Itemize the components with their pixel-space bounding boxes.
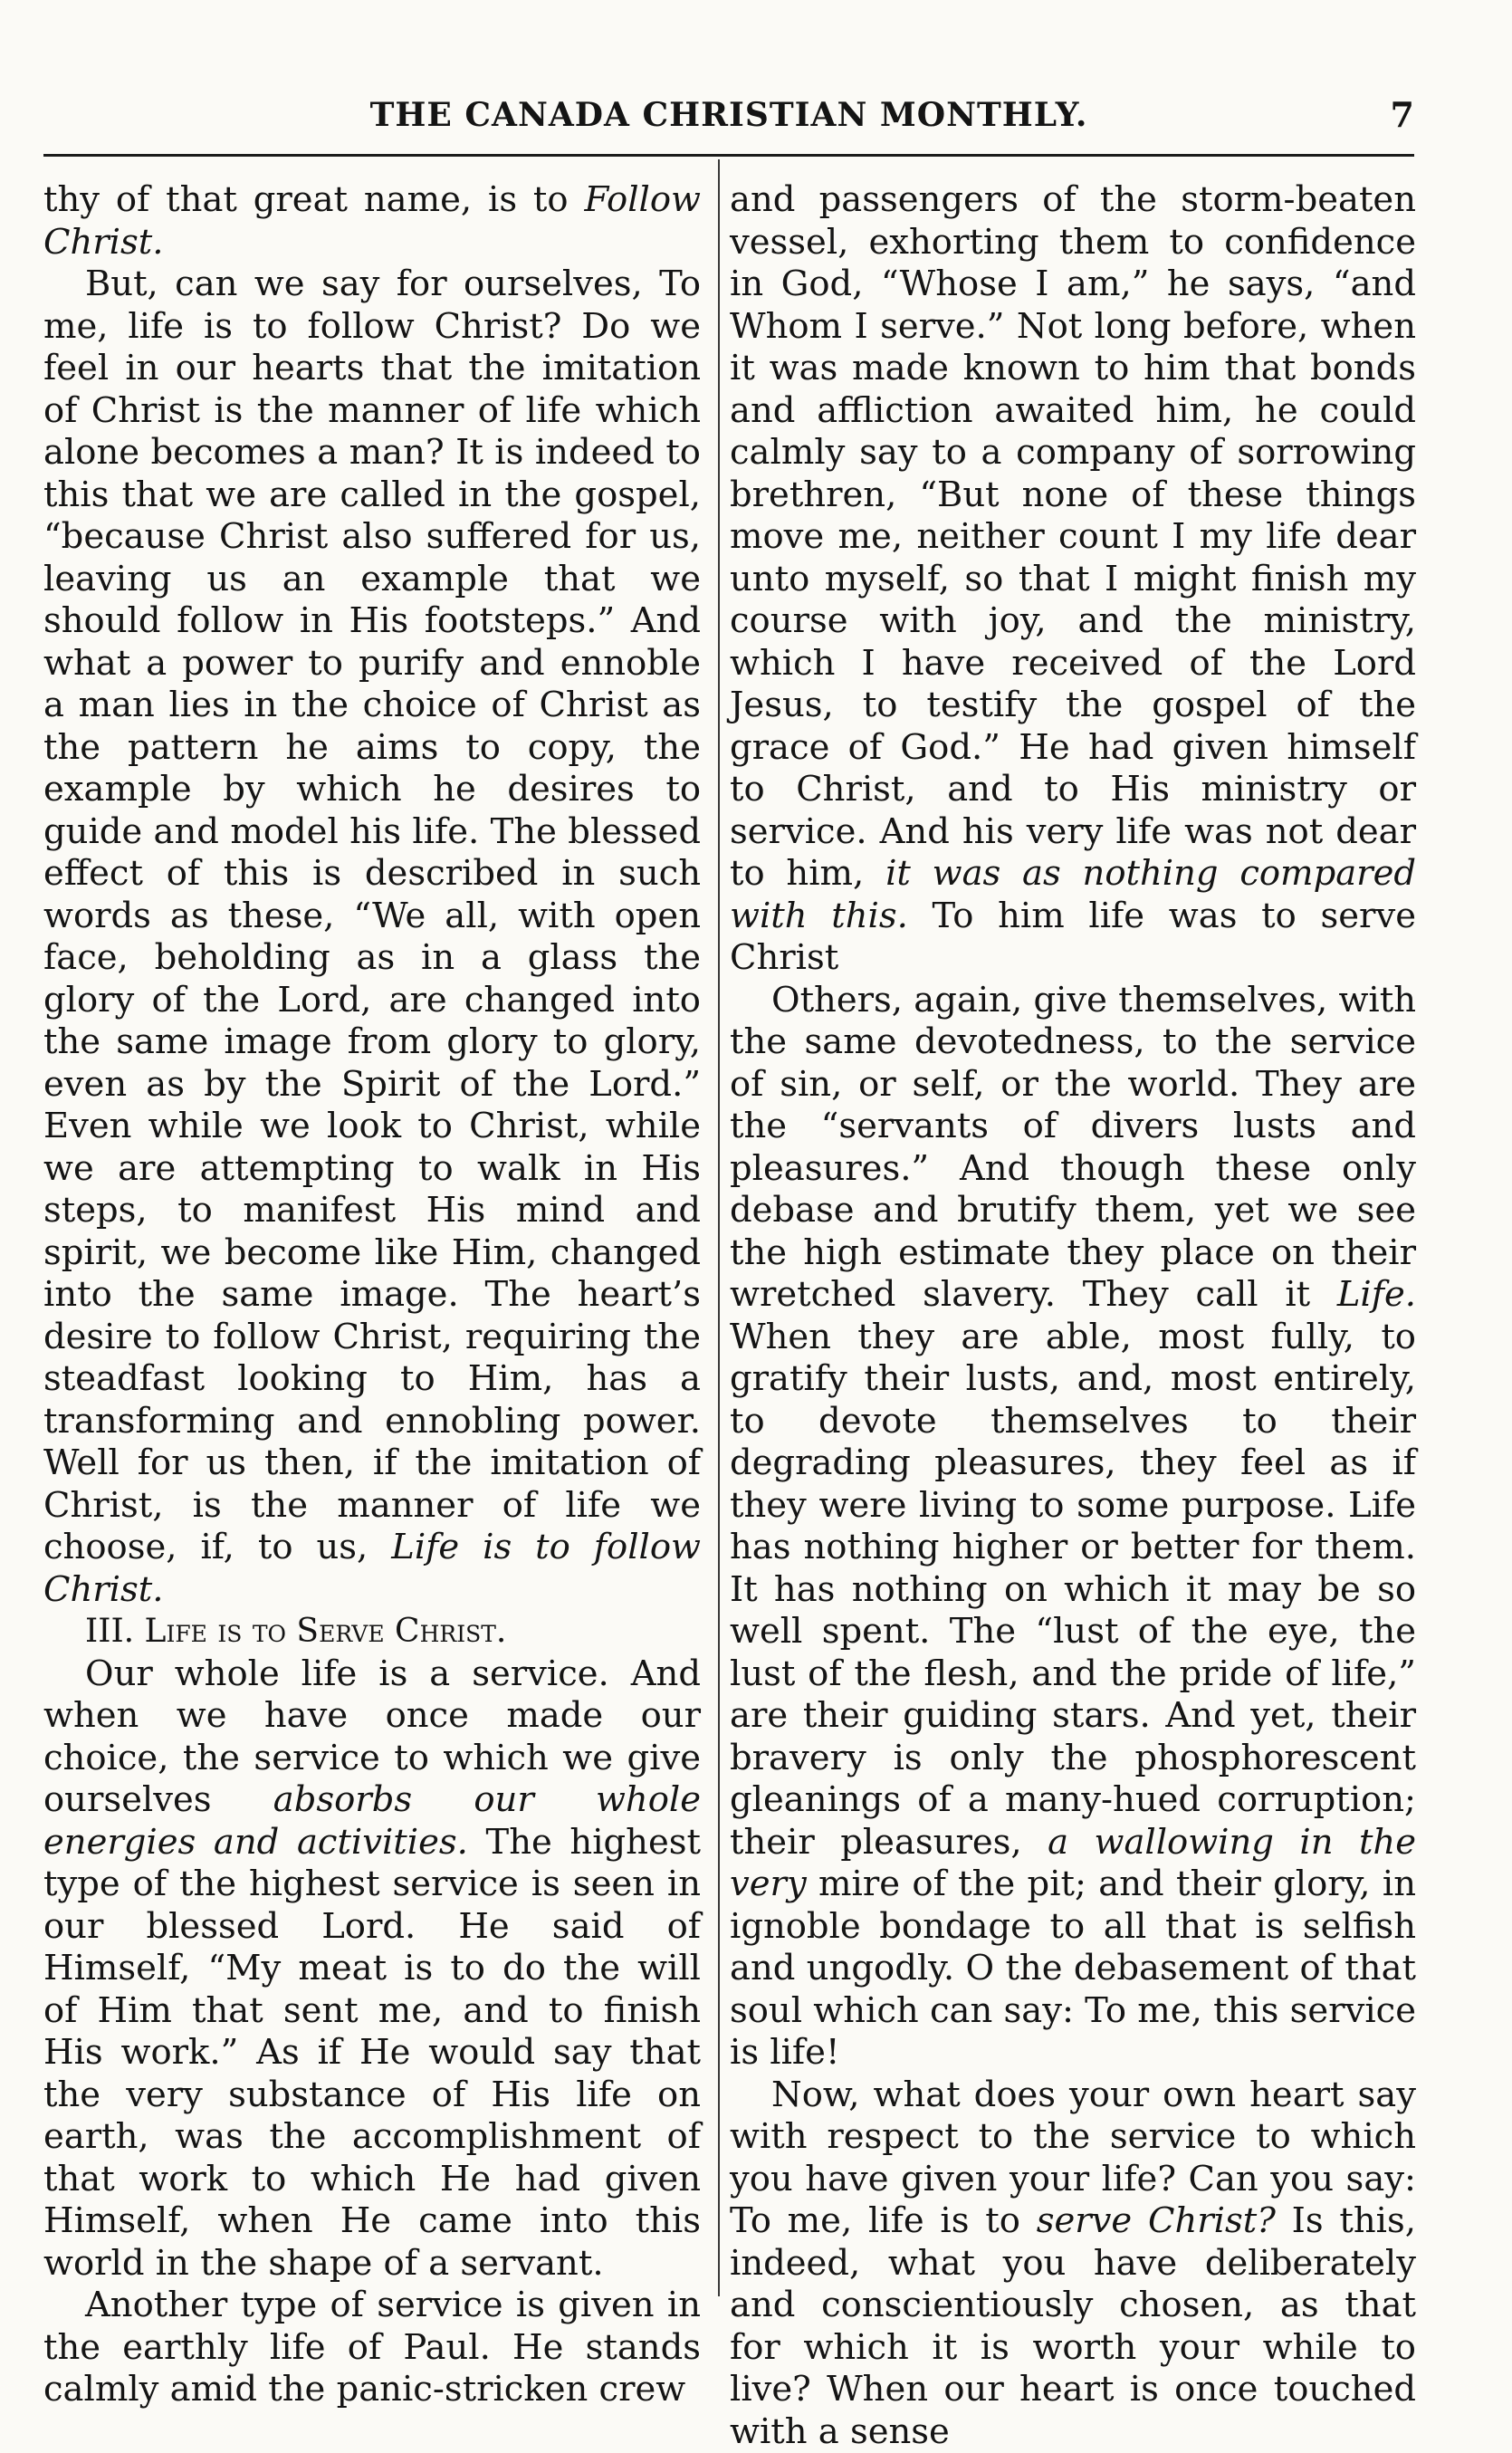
header-rule xyxy=(43,154,1414,157)
right-p1-text-b: To him life was to serve Christ xyxy=(730,896,1416,979)
column-rule xyxy=(718,159,720,2296)
page-number: 7 xyxy=(1391,94,1414,135)
right-p1-text-a: and passengers of the storm-beaten vessel, exhorting them to confidence in God, “Whose I am,” he says, “and Whom I serve.” Not long before, when it was made known to him that bonds and affliction awaited him, he could calmly say to a company of sorrowing brethren, “But none of these things move me, neither count I my life dear unto myself, so that I might finish my course with joy, and the ministry, which I have received of the Lord Jesus, to testify the gospel of the grace of God.” He had given himself to Christ, and to His ministry or service. And his very life was not dear to him, xyxy=(730,179,1416,894)
running-title: THE CANADA CHRISTIAN MONTHLY. xyxy=(43,96,1414,134)
right-paragraph-2 xyxy=(730,980,1416,2075)
section-heading: III. Life is to Serve Christ. xyxy=(43,1611,701,1653)
left-p1-italic: Follow Christ. xyxy=(43,179,701,263)
left-paragraph-4: Another type of service is given in the earthly life of Paul. He stands calmly amid the panic-stricken crew xyxy=(43,2285,701,2411)
left-paragraph-1 xyxy=(43,179,701,264)
left-column xyxy=(43,179,701,2411)
left-p3-text-b: The highest type of the highest service is seen in our blessed Lord. He said of Himself, “My meat is to do the will of Him that sent me, and to finish His work.” As if He would say that the very substance of His life on earth, was the accomplishment of that work to which He had given Himself, when He came into this world in the shape of a servant. xyxy=(43,1822,701,2284)
right-p2-text-a: Others, again, give themselves, with the same devotedness, to the service of sin, or self, or the world. They are the “servants of divers lusts and pleasures.” And though these only debase and brutify them, yet we see the high estimate they place on their wretched slavery. They call it xyxy=(730,980,1416,1316)
left-p3-text-a: Our whole life is a service. And when we have once made our choice, the service to which we give ourselves xyxy=(43,1653,701,1821)
right-p3-italic: serve Christ? xyxy=(1037,2200,1276,2241)
right-p2-italic-2: a wallowing in the very xyxy=(730,1822,1416,1905)
left-p2-text: But, can we say for ourselves, To me, life is to follow Christ? Do we feel in our hearts that the imitation of Christ is the manner of life which alone becomes a man? It is indeed to this that we are called in the gospel, “because Christ also suffered for us, leaving us an example that we should follow in His footsteps.” And what a power to purify and ennoble a man lies in the choice of Christ as the pattern he aims to copy, the example by which he desires to guide and model his life. The blessed effect of this is described in such words as these, “We all, with open face, beholding as in a glass the glory of the Lord, are changed into the same image from glory to glory, even as by the Spirit of the Lord.” Even while we look to Christ, while we are attempting to walk in His steps, to manifest His mind and spirit, we become like Him, changed into the same image. The heart’s desire to follow Christ, requiring the steadfast looking to Him, has a transforming and ennobling power. Well for us then, if the imitation of Christ, is the manner of life we choose, if, to us, xyxy=(43,264,701,1567)
right-column xyxy=(730,179,1416,2453)
right-p3-text-a: Now, what does your own heart say with respect to the service to which you have given your life? Can you say: To me, life is to xyxy=(730,2075,1416,2242)
left-paragraph-2 xyxy=(43,264,701,1611)
right-p1-italic: it was as nothing compared with this. xyxy=(730,853,1416,936)
left-paragraph-3 xyxy=(43,1653,701,2285)
right-paragraph-3 xyxy=(730,2075,1416,2453)
running-header xyxy=(43,91,1414,147)
right-p2-text-c: mire of the pit; and their glory, in ignoble bondage to all that is selfish and ungodly. O the debasement of that soul which can say: To me, this service is life! xyxy=(730,1864,1416,2073)
left-p1-text: thy of that great name, is to xyxy=(43,179,584,220)
left-p3-italic: absorbs our whole energies and activities. xyxy=(43,1779,701,1863)
right-p3-text-b: Is this, indeed, what you have deliberately and conscientiously chosen, as that for which it is worth your while to live? When our heart is once touched with a sense xyxy=(730,2200,1416,2452)
right-p2-italic-1: Life. xyxy=(1337,1274,1416,1315)
left-p2-italic: Life is to follow Christ. xyxy=(43,1527,701,1610)
right-p2-text-b: When they are able, most fully, to gratify their lusts, and, most entirely, to devote themselves to their degrading pleasures, they feel as if they were living to some purpose. Life has nothing higher or better for them. It has nothing on which it may be so well spent. The “lust of the eye, the lust of the flesh, and the pride of life,” are their guiding stars. And yet, their bravery is only the phosphorescent gleanings of a many-hued corruption; their pleasures, xyxy=(730,1317,1416,1863)
right-paragraph-1 xyxy=(730,179,1416,980)
